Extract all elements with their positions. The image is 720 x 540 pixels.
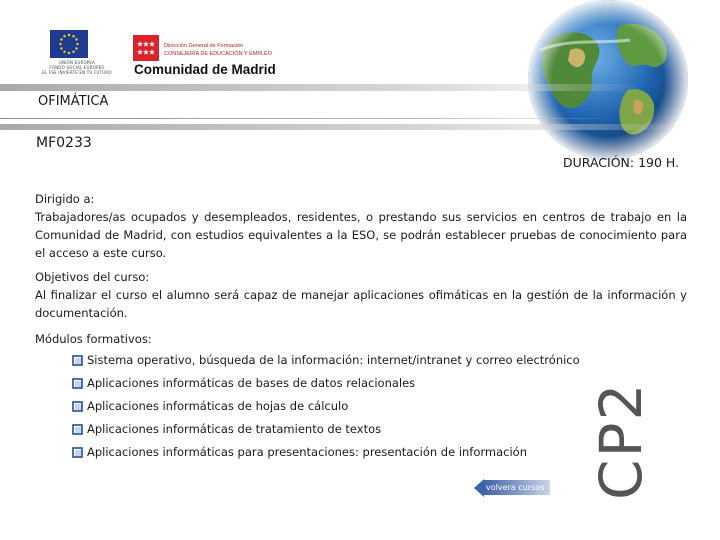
eu-logo <box>22 28 132 82</box>
objectives-text: Al finalizar el curso el alumno será capaz de manejar aplicaciones ofimáticas en la gestión de la información y documentación. <box>35 288 687 320</box>
eu-text-line-1: UNIÓN EUROPEA <box>58 60 96 65</box>
course-code: MF0233 <box>36 135 92 151</box>
checkbox-bullet-icon <box>72 401 83 412</box>
cm-name: Comunidad de Madrid <box>134 62 276 77</box>
module-label: Sistema operativo, búsqueda de la información: internet/intranet y correo electrónico <box>87 353 580 367</box>
module-label: Aplicaciones informáticas de hojas de cálculo <box>87 399 349 413</box>
cm-direction-text: Dirección General de Formación <box>164 43 244 49</box>
eu-flag-icon <box>50 30 88 58</box>
checkbox-bullet-icon <box>72 424 83 435</box>
back-to-courses-button[interactable] <box>474 478 552 497</box>
module-item <box>72 422 381 436</box>
module-item <box>72 353 580 367</box>
section-divider-bar <box>0 124 690 130</box>
checkbox-bullet-icon <box>72 378 83 389</box>
header-divider-bar <box>0 84 640 91</box>
eu-text-line-2: FONDO SOCIAL EUROPEO <box>49 65 105 70</box>
comunidad-madrid-logo <box>130 32 300 80</box>
course-title: OFIMÁTICA <box>38 94 109 109</box>
module-item <box>72 376 415 390</box>
checkbox-bullet-icon <box>72 447 83 458</box>
audience-text: Trabajadores/as ocupados y desempleados, residentes, o prestando sus servicios en centros de trabajo en la Comunidad de Madrid, con estudios equivalentes a la ESO, se podrán establecer pruebas de conocimiento para el acceso a este curso. <box>35 210 687 260</box>
cp2-side-mark: CP2 <box>587 381 655 500</box>
objectives-label: Objetivos del curso: <box>35 270 150 284</box>
module-item <box>72 399 348 413</box>
audience-label: Dirigido a: <box>35 192 95 206</box>
checkbox-bullet-icon <box>72 355 83 366</box>
madrid-flag-icon <box>133 35 159 61</box>
eu-text-line-3: EL FSE INVIERTE EN TU FUTURO <box>42 70 112 75</box>
back-button-label: volvera cursos <box>484 480 550 495</box>
globe-image <box>480 0 720 165</box>
module-label: Aplicaciones informáticas para presentaciones: presentación de información <box>87 445 528 459</box>
module-item <box>72 445 527 459</box>
modules-label: Módulos formativos: <box>35 332 152 346</box>
cm-ministry-text: CONSEJERÍA DE EDUCACIÓN Y EMPLEO <box>164 51 272 57</box>
course-duration: DURACIÓN: 190 H. <box>563 155 680 170</box>
module-label: Aplicaciones informáticas de bases de datos relacionales <box>87 376 416 390</box>
back-arrow-icon <box>474 479 484 497</box>
title-underline <box>0 118 620 119</box>
module-label: Aplicaciones informáticas de tratamiento de textos <box>87 422 382 436</box>
